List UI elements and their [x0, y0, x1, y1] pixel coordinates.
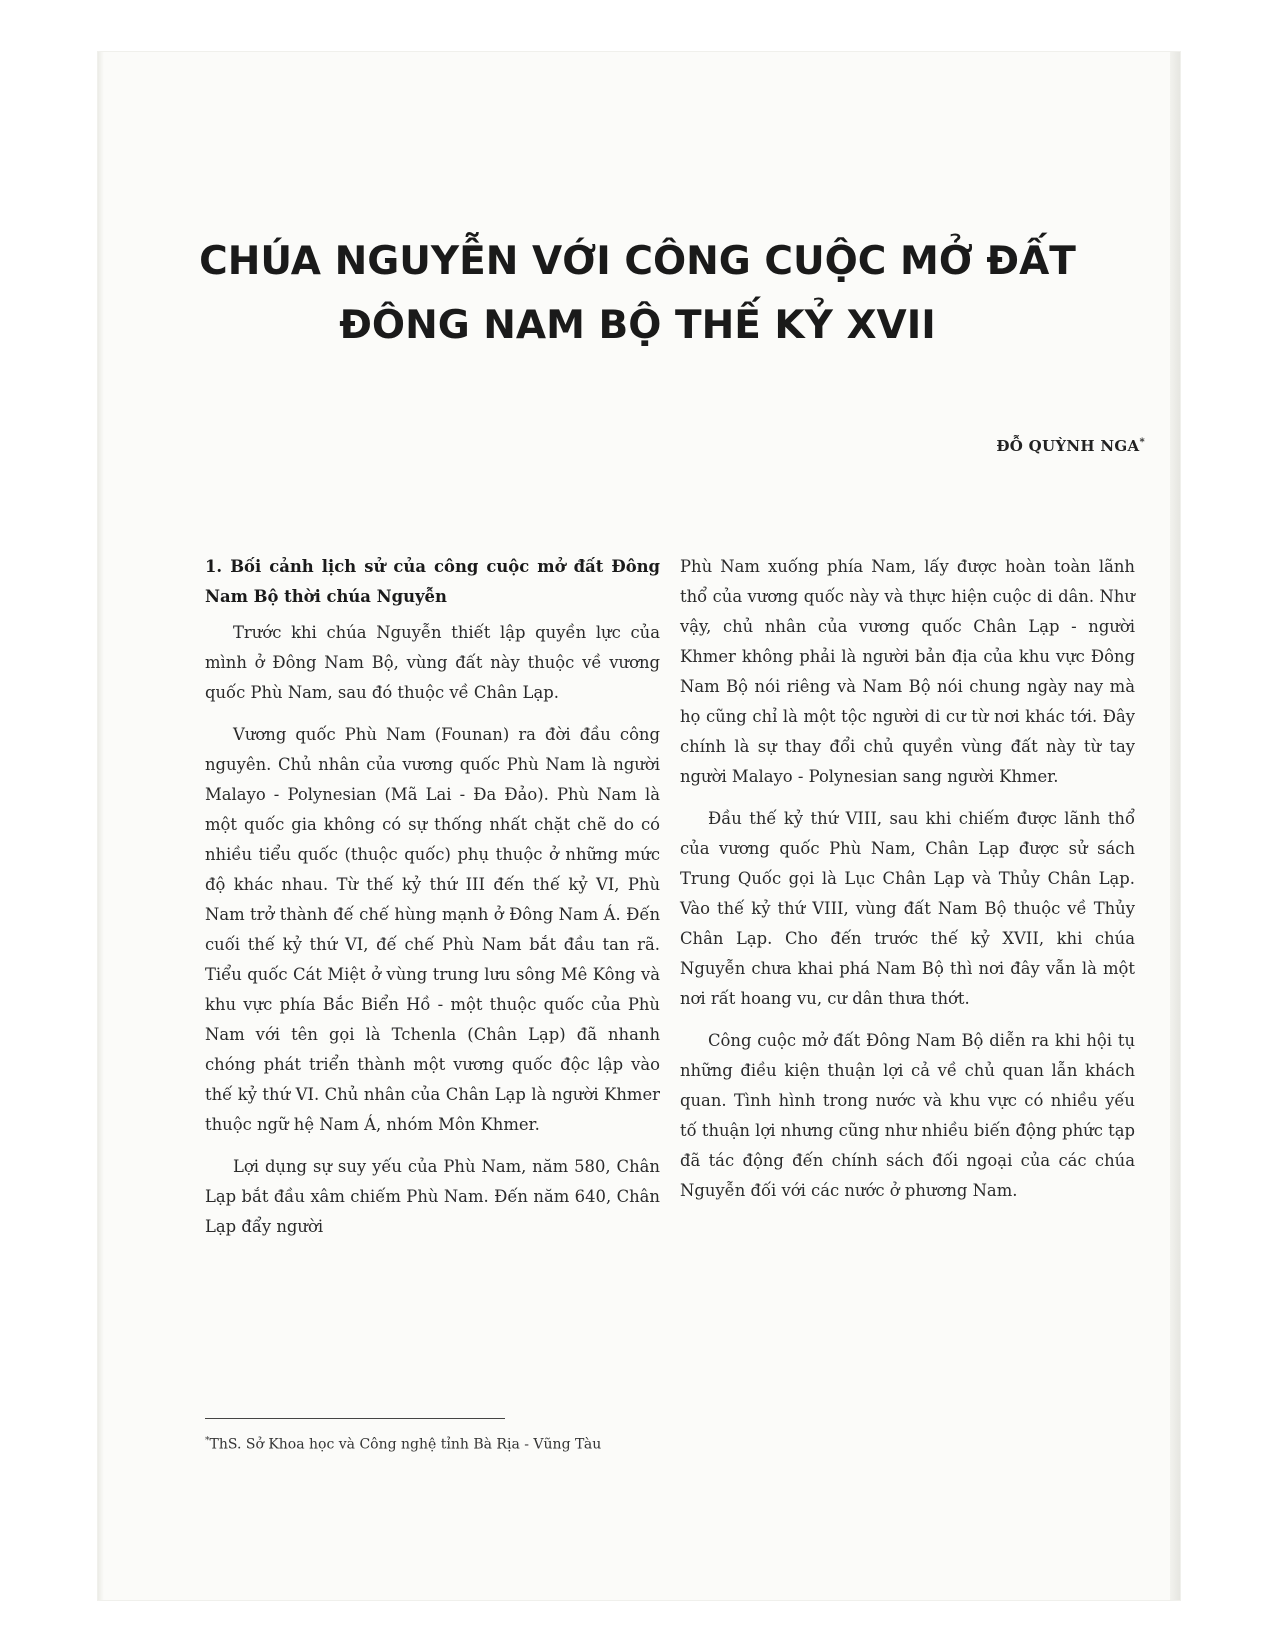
author-footnote-mark: *: [1139, 437, 1145, 448]
section-heading: 1. Bối cảnh lịch sử của công cuộc mở đất Đông Nam Bộ thời chúa Nguyễn: [205, 557, 660, 606]
paragraph-continued: Phù Nam xuống phía Nam, lấy được hoàn toàn lãnh thổ của vương quốc này và thực hiện cuộc di dân. Như vậy, chủ nhân của vương quốc Chân Lạp - người Khmer không phải là người bản địa của khu vực Đông Nam Bộ nói riêng và Nam Bộ nói chung ngày nay mà họ cũng chỉ là một tộc người di cư từ nơi khác tới. Đây chính là sự thay đổi chủ quyền vùng đất này từ tay người Malayo - Polynesian sang người Khmer.: [680, 557, 1135, 786]
footnote-text: ThS. Sở Khoa học và Công nghệ tỉnh Bà Rịa - Vũng Tàu: [209, 1436, 602, 1453]
author-name: ĐỖ QUỲNH NGA: [996, 437, 1140, 455]
paragraph: Vương quốc Phù Nam (Founan) ra đời đầu công nguyên. Chủ nhân của vương quốc Phù Nam là người Malayo - Polynesian (Mã Lai - Đa Đảo). Phù Nam là một quốc gia không có sự thống nhất chặt chẽ do có nhiều tiểu quốc (thuộc quốc) phụ thuộc ở những mức độ khác nhau. Từ thế kỷ thứ III đến thế kỷ VI, Phù Nam trở thành đế chế hùng mạnh ở Đông Nam Á. Đến cuối thế kỷ thứ VI, đế chế Phù Nam bắt đầu tan rã. Tiểu quốc Cát Miệt ở vùng trung lưu sông Mê Kông và khu vực phía Bắc Biển Hồ - một thuộc quốc của Phù Nam với tên gọi là Tchenla (Chân Lạp) đã nhanh chóng phát triển thành một vương quốc độc lập vào thế kỷ thứ VI. Chủ nhân của Chân Lạp là người Khmer thuộc ngữ hệ Nam Á, nhóm Môn Khmer.: [205, 725, 660, 1134]
footnote-mark: *: [205, 1436, 210, 1446]
article-title-line-1: CHÚA NGUYỄN VỚI CÔNG CUỘC MỞ ĐẤT: [199, 239, 1076, 284]
footnote-divider: [205, 1418, 505, 1419]
paragraph: Trước khi chúa Nguyễn thiết lập quyền lực của mình ở Đông Nam Bộ, vùng đất này thuộc về vương quốc Phù Nam, sau đó thuộc về Chân Lạp.: [205, 623, 660, 702]
article-title-line-2: ĐÔNG NAM BỘ THẾ KỶ XVII: [339, 303, 936, 348]
paragraph: Công cuộc mở đất Đông Nam Bộ diễn ra khi hội tụ những điều kiện thuận lợi cả về chủ quan lẫn khách quan. Tình hình trong nước và khu vực có nhiều yếu tố thuận lợi nhưng cũng như nhiều biến động phức tạp đã tác động đến chính sách đối ngoại của các chúa Nguyễn đối với các nước ở phương Nam.: [680, 1031, 1135, 1200]
column-right: [680, 552, 1135, 1218]
paragraph: Đầu thế kỷ thứ VIII, sau khi chiếm được lãnh thổ của vương quốc Phù Nam, Chân Lạp được sử sách Trung Quốc gọi là Lục Chân Lạp và Thủy Chân Lạp. Vào thế kỷ thứ VIII, vùng đất Nam Bộ thuộc về Thủy Chân Lạp. Cho đến trước thế kỷ XVII, khi chúa Nguyễn chưa khai phá Nam Bộ thì nơi đây vẫn là một nơi rất hoang vu, cư dân thưa thớt.: [680, 809, 1135, 1008]
footnote: [205, 1436, 601, 1453]
paragraph: Lợi dụng sự suy yếu của Phù Nam, năm 580, Chân Lạp bắt đầu xâm chiếm Phù Nam. Đến năm 640, Chân Lạp đẩy người: [205, 1157, 660, 1236]
page-edge-right: [1170, 52, 1180, 1600]
column-left: [205, 552, 660, 1254]
article-title: [140, 230, 1135, 358]
page-edge-left: [98, 52, 104, 1600]
author-byline: [996, 437, 1145, 455]
